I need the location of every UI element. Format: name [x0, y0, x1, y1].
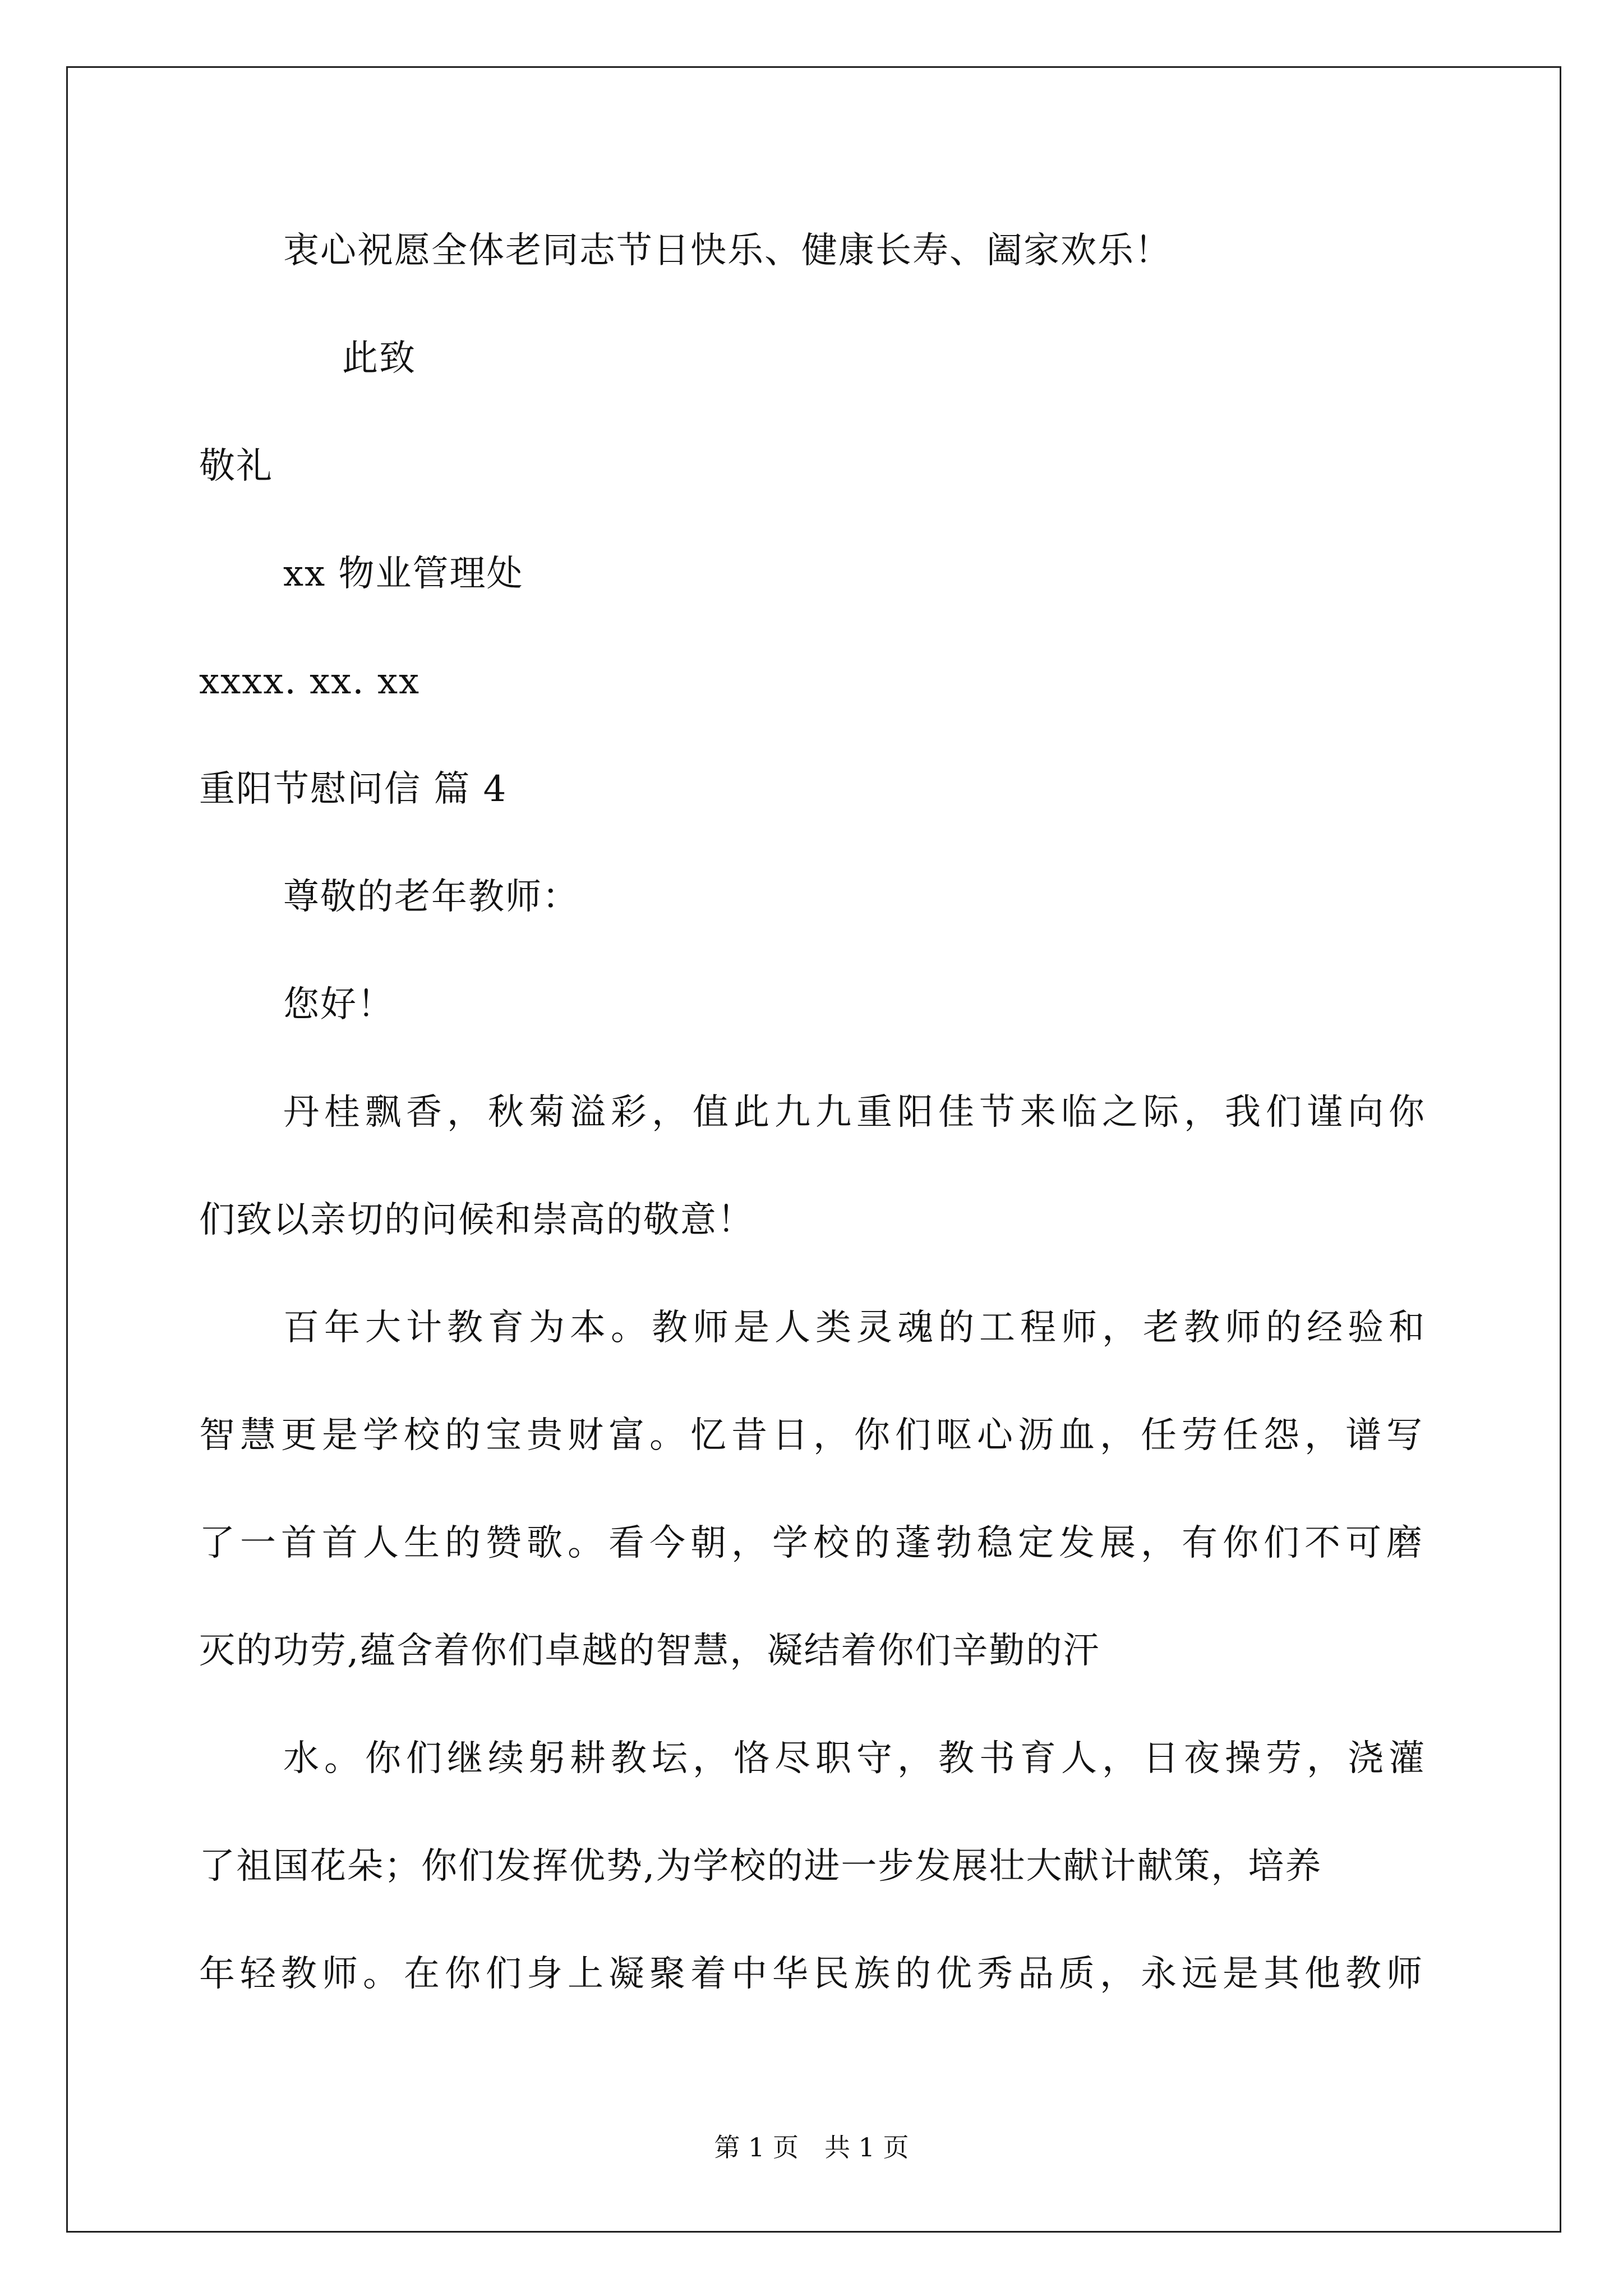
- paragraph-2-line-2: 智慧更是学校的宝贵财富。忆昔日，你们呕心沥血，任劳任怨，谱写: [199, 1415, 1427, 1456]
- sender-date: xxxx. xx. xx: [199, 661, 421, 702]
- letter-addressee: 尊敬的老年教师：: [283, 876, 579, 918]
- paragraph-1-line-1: 丹桂飘香，秋菊溢彩，值此九九重阳佳节来临之际，我们谨向你: [283, 1092, 1430, 1133]
- paragraph-1-line-2: 们致以亲切的问候和崇高的敬意！: [199, 1199, 754, 1241]
- section-heading: 重阳节慰问信 篇 4: [199, 769, 508, 810]
- page-footer: 第 1 页 共 1 页: [714, 2132, 909, 2162]
- paragraph-3-line-1: 水。你们继续躬耕教坛，恪尽职守，教书育人，日夜操劳，浇灌: [283, 1738, 1430, 1779]
- greeting-wish-line: 衷心祝愿全体老同志节日快乐、健康长寿、阖家欢乐！: [283, 230, 1172, 272]
- closing-regards: 敬礼: [199, 445, 273, 487]
- sender-name: xx 物业管理处: [283, 553, 524, 595]
- page-border: [66, 66, 1561, 2233]
- paragraph-2-line-1: 百年大计教育为本。教师是人类灵魂的工程师，老教师的经验和: [283, 1307, 1430, 1349]
- paragraph-3-line-3: 年轻教师。在你们身上凝聚着中华民族的优秀品质，永远是其他教师: [199, 1953, 1427, 1995]
- letter-greeting: 您好！: [283, 984, 394, 1025]
- closing-salutation: 此致: [342, 338, 416, 379]
- paragraph-2-line-4: 灭的功劳,蕴含着你们卓越的智慧，凝结着你们辛勤的汗: [199, 1630, 1100, 1672]
- paragraph-2-line-3: 了一首首人生的赞歌。看今朝，学校的蓬勃稳定发展，有你们不可磨: [199, 1522, 1427, 1564]
- paragraph-3-line-2: 了祖国花朵；你们发挥优势,为学校的进一步发展壮大献计献策，培养: [199, 1846, 1322, 1887]
